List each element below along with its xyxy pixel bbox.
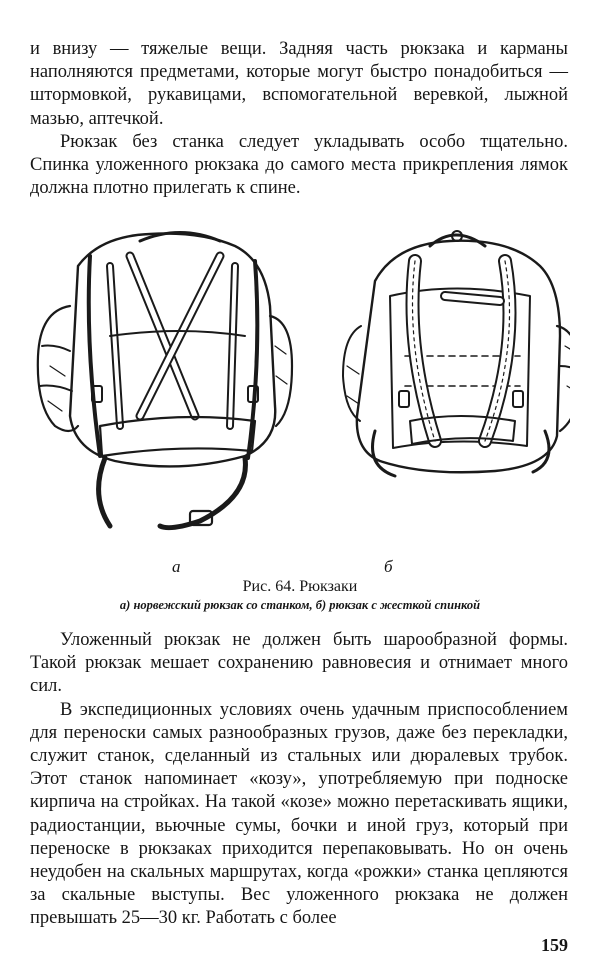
backpack-a-drawing (38, 233, 292, 528)
figure-label-a: а (172, 557, 181, 576)
paragraph: и внизу — тяжелые вещи. Задняя часть рюкзака и карманы наполняются предметами, которые могут быстро понадобиться — штормовкой, рукавицами, вспомогательной веревкой, лыжной мазью, аптечкой. (30, 39, 568, 129)
backpack-b-drawing (343, 231, 570, 476)
page-number: 159 (541, 935, 568, 955)
top-text-block (30, 38, 568, 200)
figure-caption: а) норвежский рюкзак со станком, б) рюкзак с жесткой спинкой (119, 598, 481, 612)
backpack-illustration (30, 226, 570, 556)
figure-title: Рис. 64. Рюкзаки (242, 578, 358, 595)
paragraph: Уложенный рюкзак не должен быть шарообразной формы. Такой рюкзак мешает сохранению равновесия и отнимает много сил. (30, 630, 568, 697)
paragraph: В экспедиционных условиях очень удачным приспособлением для переноски самых разнообразных грузов, даже без перекладки, служит станок, сделанный из стальных или дюралевых трубок. Этот станок напоминает «козу», употребляемую при подноске кирпича на стройках. На такой «козе» можно перетаскивать ящики, радиостанции, вьючные сумы, бочки и иной груз, который при переноске в рюкзаках приходится перепаковывать. Но он очень неудобен на скальных маршрутах, когда «рожки» станка цепляются за скальные выступы. Вес уложенного рюкзака не должен превышать 25—30 кг. Работать с более (30, 699, 568, 929)
bottom-text-block (30, 629, 568, 931)
paragraph: Рюкзак без станка следует укладывать особо тщательно. Спинка уложенного рюкзака до самого места прикрепления лямок должна плотно прилегать к спине. (30, 131, 568, 199)
figure-label-b: б (384, 557, 393, 576)
